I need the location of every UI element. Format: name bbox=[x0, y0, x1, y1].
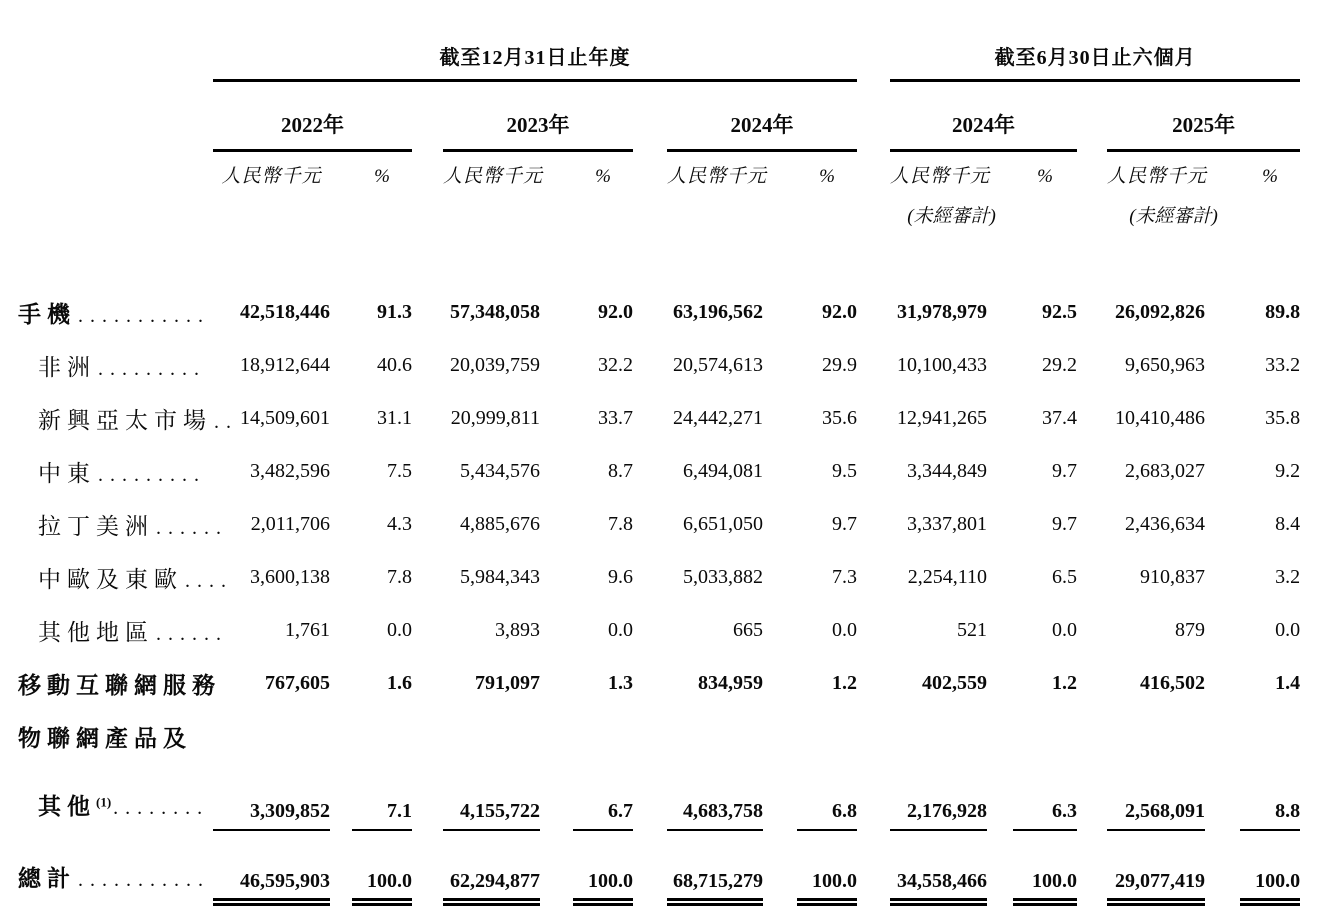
amount-cell: 665 bbox=[733, 619, 763, 641]
amount-cell: 12,941,265 bbox=[897, 407, 988, 429]
amount-cell: 402,559 bbox=[922, 672, 988, 694]
amount-cell: 879 bbox=[1175, 619, 1206, 641]
amount-cell: 416,502 bbox=[1140, 672, 1206, 694]
percent-cell: 89.8 bbox=[1265, 301, 1301, 323]
amount-cell: 1,761 bbox=[285, 619, 330, 641]
percent-cell: 8.4 bbox=[1275, 513, 1301, 535]
dot-leader: ...... bbox=[156, 623, 228, 645]
amount-cell: 4,683,758 bbox=[667, 763, 763, 831]
percent-cell: 31.1 bbox=[377, 407, 412, 429]
amount-cell: 42,518,446 bbox=[240, 301, 330, 323]
percent-cell: 3.2 bbox=[1275, 566, 1301, 588]
percent-cell: 9.7 bbox=[1052, 513, 1078, 535]
period-header-annual: 截至12月31日止年度 bbox=[213, 31, 857, 81]
amount-cell: 3,893 bbox=[495, 619, 540, 641]
year-header-2022: 2022年 bbox=[213, 81, 412, 151]
percent-cell: 7.3 bbox=[832, 566, 858, 588]
row-label-mobile-internet-services bbox=[0, 657, 221, 710]
percent-cell: 0.0 bbox=[832, 619, 858, 641]
percent-cell: 92.0 bbox=[598, 301, 633, 323]
footnote-marker: (1) bbox=[96, 794, 112, 810]
year-header-interim-2025: 2025年 bbox=[1107, 81, 1300, 151]
table-row-iot-products-and bbox=[0, 710, 1300, 763]
dot-leader: ........... bbox=[78, 869, 210, 891]
table-row-middle-east bbox=[0, 445, 1300, 498]
amount-cell: 62,294,877 bbox=[443, 831, 540, 906]
table-row-others bbox=[0, 763, 1300, 831]
amount-cell bbox=[443, 710, 540, 763]
period-header-interim: 截至6月30日止六個月 bbox=[890, 31, 1300, 81]
amount-cell: 24,442,271 bbox=[673, 407, 763, 429]
percent-cell: 7.8 bbox=[608, 513, 633, 535]
amount-cell: 5,984,343 bbox=[460, 566, 540, 588]
amount-cell: 521 bbox=[957, 619, 988, 641]
percent-cell: 100.0 bbox=[573, 831, 633, 906]
amount-cell bbox=[890, 710, 987, 763]
percent-header: % bbox=[374, 166, 390, 187]
percent-cell: 9.2 bbox=[1275, 460, 1301, 482]
revenue-breakdown-table bbox=[0, 31, 1300, 906]
amount-cell: 10,410,486 bbox=[1115, 407, 1206, 429]
percent-cell: 92.5 bbox=[1042, 301, 1078, 323]
year-header-row bbox=[0, 81, 1300, 151]
percent-cell: 1.2 bbox=[832, 672, 858, 694]
percent-cell: 7.5 bbox=[387, 460, 412, 482]
group-gap bbox=[857, 31, 890, 81]
dot-leader: ........ bbox=[113, 797, 210, 819]
percent-cell: 100.0 bbox=[1240, 831, 1300, 906]
row-label-text: 其他地區 bbox=[38, 620, 154, 645]
amount-cell: 6,494,081 bbox=[683, 460, 763, 482]
percent-cell: 6.7 bbox=[573, 763, 633, 831]
dot-leader: .... bbox=[185, 570, 233, 592]
percent-cell: 1.4 bbox=[1275, 672, 1301, 694]
amount-cell: 34,558,466 bbox=[890, 831, 987, 906]
amount-cell: 6,651,050 bbox=[683, 513, 763, 535]
row-label-text: 中歐及東歐 bbox=[38, 567, 183, 592]
percent-cell: 9.7 bbox=[832, 513, 858, 535]
percent-cell: 7.1 bbox=[352, 763, 412, 831]
dot-leader: ......... bbox=[98, 358, 206, 380]
amount-cell: 3,337,801 bbox=[907, 513, 988, 535]
header-body-spacer bbox=[0, 232, 1300, 286]
percent-cell bbox=[573, 710, 633, 763]
percent-cell: 33.2 bbox=[1265, 354, 1301, 376]
percent-cell: 32.2 bbox=[598, 354, 633, 376]
percent-cell: 9.5 bbox=[832, 460, 858, 482]
percent-cell: 100.0 bbox=[1013, 831, 1077, 906]
amount-cell: 29,077,419 bbox=[1107, 831, 1205, 906]
period-header-row bbox=[0, 31, 1300, 81]
percent-cell: 35.8 bbox=[1265, 407, 1301, 429]
percent-header: % bbox=[819, 166, 835, 187]
percent-cell: 0.0 bbox=[608, 619, 633, 641]
amount-cell: 2,176,928 bbox=[890, 763, 987, 831]
amount-cell: 3,482,596 bbox=[250, 460, 330, 482]
amount-cell: 18,912,644 bbox=[240, 354, 330, 376]
dot-leader: ......... bbox=[98, 464, 206, 486]
unit-header-rmb: 人民幣千元 bbox=[443, 166, 544, 187]
amount-cell: 20,574,613 bbox=[673, 354, 763, 376]
amount-cell: 2,011,706 bbox=[250, 513, 330, 535]
percent-header: % bbox=[595, 166, 611, 187]
amount-cell: 2,254,110 bbox=[907, 566, 988, 588]
amount-cell bbox=[1107, 710, 1205, 763]
row-label-text: 拉丁美洲 bbox=[38, 514, 154, 539]
amount-cell bbox=[667, 710, 763, 763]
row-label-latin-america bbox=[0, 498, 228, 551]
unit-header-rmb: 人民幣千元 bbox=[667, 166, 768, 187]
unaudited-note-row bbox=[0, 190, 1300, 232]
dot-leader: ........... bbox=[78, 305, 210, 327]
percent-cell: 0.0 bbox=[1052, 619, 1078, 641]
percent-cell: 33.7 bbox=[598, 407, 633, 429]
amount-cell: 2,568,091 bbox=[1107, 763, 1205, 831]
percent-cell: 40.6 bbox=[377, 354, 412, 376]
row-label-iot-products-and bbox=[0, 710, 213, 763]
percent-cell: 6.5 bbox=[1052, 566, 1078, 588]
row-label-text: 總計 bbox=[18, 866, 76, 891]
percent-cell: 100.0 bbox=[797, 831, 857, 906]
amount-cell: 20,999,811 bbox=[450, 407, 540, 429]
dot-leader: .. bbox=[214, 411, 238, 433]
amount-cell: 5,033,882 bbox=[683, 566, 763, 588]
percent-cell bbox=[1240, 710, 1300, 763]
dot-leader: ...... bbox=[156, 517, 228, 539]
amount-cell bbox=[213, 710, 330, 763]
amount-cell: 26,092,826 bbox=[1115, 301, 1206, 323]
amount-cell: 3,600,138 bbox=[250, 566, 330, 588]
amount-cell: 46,595,903 bbox=[213, 831, 330, 906]
amount-cell: 791,097 bbox=[475, 672, 540, 694]
table-row-latin-america bbox=[0, 498, 1300, 551]
percent-cell: 29.9 bbox=[822, 354, 858, 376]
percent-cell: 91.3 bbox=[377, 301, 412, 323]
amount-cell: 9,650,963 bbox=[1125, 354, 1206, 376]
amount-cell: 14,509,601 bbox=[240, 407, 330, 429]
percent-cell: 8.7 bbox=[608, 460, 633, 482]
percent-cell: 100.0 bbox=[352, 831, 412, 906]
percent-cell: 8.8 bbox=[1240, 763, 1300, 831]
amount-cell: 57,348,058 bbox=[450, 301, 540, 323]
percent-cell: 9.6 bbox=[608, 566, 633, 588]
table-row-mobile-phones bbox=[0, 286, 1300, 339]
row-label-text: 非洲 bbox=[38, 355, 96, 380]
percent-cell: 0.0 bbox=[1275, 619, 1301, 641]
percent-cell bbox=[797, 710, 857, 763]
percent-cell: 92.0 bbox=[822, 301, 858, 323]
row-label-text: 新興亞太市場 bbox=[38, 408, 212, 433]
row-label-total bbox=[0, 831, 213, 906]
percent-cell: 1.3 bbox=[608, 672, 633, 694]
unit-header-rmb: 人民幣千元 bbox=[221, 166, 322, 187]
table-row-other-regions bbox=[0, 604, 1300, 657]
row-label-text: 物聯網產品及 bbox=[18, 726, 192, 751]
percent-cell: 4.3 bbox=[387, 513, 412, 535]
percent-cell: 29.2 bbox=[1042, 354, 1078, 376]
amount-cell: 2,683,027 bbox=[1125, 460, 1206, 482]
percent-header: % bbox=[1037, 166, 1053, 187]
amount-cell: 3,309,852 bbox=[213, 763, 330, 831]
row-label-text: 其他 bbox=[38, 794, 96, 819]
percent-cell: 35.6 bbox=[822, 407, 858, 429]
unit-header-rmb: 人民幣千元 bbox=[890, 166, 991, 187]
amount-cell: 3,344,849 bbox=[907, 460, 988, 482]
amount-cell: 834,959 bbox=[698, 672, 763, 694]
row-label-text: 手機 bbox=[18, 302, 76, 327]
amount-cell: 767,605 bbox=[265, 672, 330, 694]
row-label-emerging-apac bbox=[0, 392, 238, 445]
table-row-total bbox=[0, 831, 1300, 906]
row-label-others bbox=[0, 763, 213, 831]
year-header-interim-2024: 2024年 bbox=[890, 81, 1077, 151]
amount-cell: 5,434,576 bbox=[460, 460, 540, 482]
amount-cell: 63,196,562 bbox=[673, 301, 763, 323]
table-row-mobile-internet-services bbox=[0, 657, 1300, 710]
percent-cell bbox=[352, 710, 412, 763]
row-label-other-regions bbox=[0, 604, 228, 657]
percent-header: % bbox=[1262, 166, 1278, 187]
percent-cell: 1.2 bbox=[1052, 672, 1078, 694]
amount-cell: 20,039,759 bbox=[450, 354, 540, 376]
year-header-2023: 2023年 bbox=[443, 81, 633, 151]
table-row-africa bbox=[0, 339, 1300, 392]
year-header-2024: 2024年 bbox=[667, 81, 857, 151]
amount-cell: 2,436,634 bbox=[1125, 513, 1206, 535]
percent-cell: 37.4 bbox=[1042, 407, 1078, 429]
row-label-africa bbox=[0, 339, 213, 392]
amount-cell: 10,100,433 bbox=[897, 354, 988, 376]
unit-header-rmb: 人民幣千元 bbox=[1107, 166, 1208, 187]
amount-cell: 4,155,722 bbox=[443, 763, 540, 831]
percent-cell: 6.3 bbox=[1013, 763, 1077, 831]
amount-cell: 910,837 bbox=[1140, 566, 1206, 588]
table-row-central-eastern-europe bbox=[0, 551, 1300, 604]
percent-cell: 0.0 bbox=[387, 619, 412, 641]
row-label-middle-east bbox=[0, 445, 213, 498]
row-label-text: 中東 bbox=[38, 461, 96, 486]
amount-cell: 68,715,279 bbox=[667, 831, 763, 906]
unaudited-note: (未經審計) bbox=[1129, 206, 1218, 227]
unit-header-row bbox=[0, 151, 1300, 191]
amount-cell: 31,978,979 bbox=[897, 301, 988, 323]
row-label-mobile-phones bbox=[0, 286, 213, 339]
row-label-central-eastern-europe bbox=[0, 551, 233, 604]
table-row-emerging-apac bbox=[0, 392, 1300, 445]
percent-cell: 7.8 bbox=[387, 566, 412, 588]
percent-cell: 1.6 bbox=[387, 672, 412, 694]
percent-cell: 9.7 bbox=[1052, 460, 1078, 482]
percent-cell: 6.8 bbox=[797, 763, 857, 831]
amount-cell: 4,885,676 bbox=[460, 513, 540, 535]
unaudited-note: (未經審計) bbox=[907, 206, 996, 227]
percent-cell bbox=[1013, 710, 1077, 763]
row-label-text: 移動互聯網服務 bbox=[18, 673, 221, 698]
label-column-header bbox=[0, 31, 213, 81]
